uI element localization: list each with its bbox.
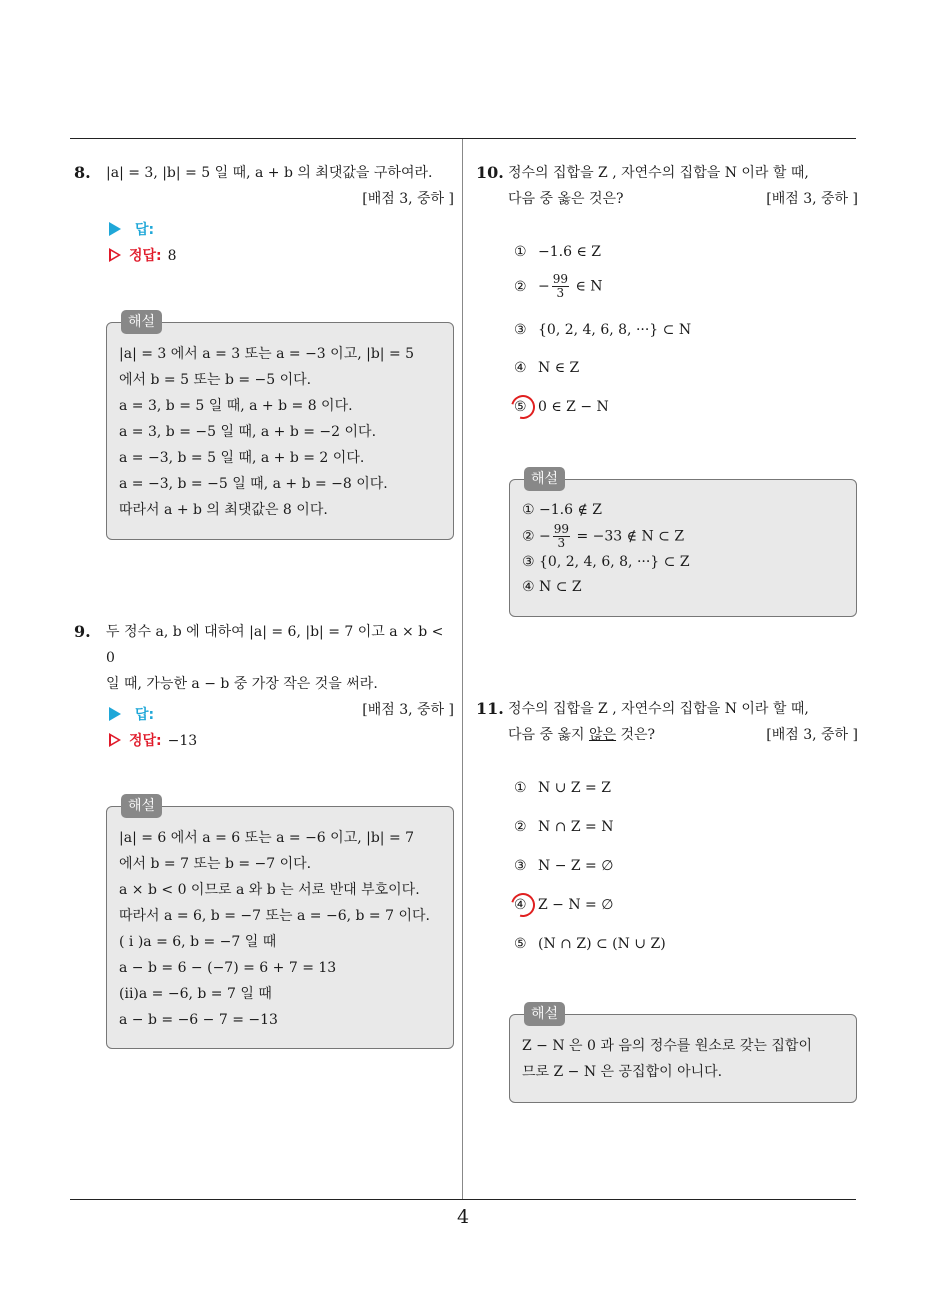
question-text-line2: 일 때, 가능한 a − b 중 가장 작은 것을 써라. [106, 676, 378, 692]
solution-line [522, 523, 844, 550]
question-10 [476, 160, 858, 212]
page-number: 4 [456, 1206, 470, 1228]
solution-box [509, 1006, 857, 1103]
option-text: N ∈ Z [538, 360, 580, 376]
question-meta: [배점 3, 중하 ] [362, 191, 454, 207]
solution-line: 따라서 a + b 의 최댓값은 8 이다. [119, 502, 328, 518]
solution-line: ④ N ⊂ Z [522, 579, 582, 595]
option-text: {0, 2, 4, 6, 8, ···} ⊂ N [538, 322, 692, 338]
bottom-rule [70, 1199, 856, 1200]
answer-label: 답: [135, 707, 155, 723]
option-mark: ② [514, 819, 527, 835]
question-text-line1: 두 정수 a, b 에 대하여 |a| = 6, |b| = 7 이고 a × b < 0 [106, 624, 444, 666]
solution-line: |a| = 3 에서 a = 3 또는 a = −3 이고, |b| = 5 [119, 346, 415, 362]
solution-tag: 해설 [524, 467, 565, 491]
option-1[interactable] [514, 241, 601, 263]
question-meta: [배점 3, 중하 ] [362, 702, 454, 718]
selected-mark: ④ [514, 894, 538, 916]
final-label: 정답: [129, 248, 162, 264]
solution-line: a − b = 6 − (−7) = 6 + 7 = 13 [119, 960, 337, 976]
question-11 [476, 696, 858, 748]
play-triangle-icon [109, 222, 121, 236]
solution-line: a = −3, b = 5 일 때, a + b = 2 이다. [119, 450, 365, 466]
question-text-line2 [508, 186, 858, 212]
option-text: N − Z = ∅ [538, 858, 614, 874]
solution-line: 므로 Z − N 은 공집합이 아니다. [522, 1064, 723, 1080]
option-mark: ⑤ [514, 936, 527, 952]
outline-triangle-icon [109, 733, 121, 747]
question-text-b: 것은? [616, 727, 656, 743]
solution-line: a × b < 0 이므로 a 와 b 는 서로 반대 부호이다. [119, 882, 420, 898]
answer-line [109, 217, 154, 243]
final-answer-line [109, 243, 177, 269]
solution-line: ③ {0, 2, 4, 6, 8, ···} ⊂ Z [522, 554, 690, 570]
question-number: 11. [476, 699, 504, 718]
answer-line [109, 702, 154, 728]
question-number: 9. [74, 622, 91, 641]
solution-line: Z − N 은 0 과 음의 정수를 원소로 갖는 집합이 [522, 1038, 812, 1054]
solution-line: 에서 b = 7 또는 b = −7 이다. [119, 856, 312, 872]
option-2[interactable] [514, 816, 614, 838]
option-mark: ① [514, 244, 527, 260]
option-text: (N ∩ Z) ⊂ (N ∪ Z) [538, 936, 666, 952]
solution-line: a = 3, b = 5 일 때, a + b = 8 이다. [119, 398, 353, 414]
option-3[interactable] [514, 319, 691, 341]
solution-suffix: = −33 ∉ N ⊂ Z [572, 528, 685, 545]
solution-line: a = −3, b = −5 일 때, a + b = −8 이다. [119, 476, 388, 492]
fraction [553, 523, 570, 550]
question-meta: [배점 3, 중하 ] [766, 191, 858, 207]
question-text: 다음 중 옳은 것은? [508, 191, 624, 207]
option-text: N ∩ Z = N [538, 819, 614, 835]
question-text-line1: 정수의 집합을 Z , 자연수의 집합을 N 이라 할 때, [508, 701, 809, 717]
fraction-denominator: 3 [556, 286, 565, 300]
option-text: N ∪ Z = Z [538, 780, 611, 796]
option-5[interactable] [514, 933, 666, 955]
question-meta: [배점 3, 중하 ] [766, 727, 858, 743]
solution-tag: 해설 [121, 310, 162, 334]
question-8 [74, 160, 454, 212]
option-suffix: ∈ N [571, 278, 603, 295]
final-label: 정답: [129, 733, 162, 749]
option-mark: ③ [514, 858, 527, 874]
option-mark: ③ [514, 322, 527, 338]
fraction-numerator: 99 [552, 272, 569, 286]
option-4[interactable] [514, 357, 579, 379]
solution-tag: 해설 [121, 794, 162, 818]
option-mark: ① [514, 780, 527, 796]
solution-box [509, 471, 857, 617]
underlined-word: 않은 [588, 727, 617, 743]
option-text: 0 ∈ Z − N [538, 399, 609, 415]
question-text-line2 [508, 722, 858, 748]
question-text-a: 다음 중 옳지 [508, 727, 589, 743]
question-number: 10. [476, 163, 504, 182]
solution-line: (ii)a = −6, b = 7 일 때 [119, 986, 272, 1002]
fraction [552, 273, 569, 300]
solution-line: ( i )a = 6, b = −7 일 때 [119, 934, 277, 950]
option-text: Z − N = ∅ [538, 897, 614, 913]
option-mark: ④ [514, 360, 527, 376]
final-answer-line [109, 728, 197, 754]
option-2[interactable] [514, 273, 603, 300]
outline-triangle-icon [109, 248, 121, 262]
answer-label: 답: [135, 222, 155, 238]
solution-box [106, 798, 454, 1049]
top-rule [70, 138, 856, 139]
option-1[interactable] [514, 777, 611, 799]
solution-line: |a| = 6 에서 a = 6 또는 a = −6 이고, |b| = 7 [119, 830, 415, 846]
solution-prefix: ② − [522, 528, 551, 545]
solution-line: a = 3, b = −5 일 때, a + b = −2 이다. [119, 424, 377, 440]
option-prefix: − [538, 278, 550, 295]
question-text-line1: 정수의 집합을 Z , 자연수의 집합을 N 이라 할 때, [508, 165, 809, 181]
column-divider [462, 139, 463, 1199]
solution-box [106, 314, 454, 540]
selected-mark: ⑤ [514, 396, 538, 418]
final-value: −13 [167, 733, 198, 749]
solution-line: 따라서 a = 6, b = −7 또는 a = −6, b = 7 이다. [119, 908, 430, 924]
question-number: 8. [74, 163, 91, 182]
option-3[interactable] [514, 855, 613, 877]
option-text: −1.6 ∈ Z [538, 244, 601, 260]
play-triangle-icon [109, 707, 121, 721]
option-mark: ② [514, 278, 527, 295]
fraction-denominator: 3 [557, 536, 566, 550]
option-5-selected[interactable] [514, 396, 609, 418]
question-text: |a| = 3, |b| = 5 일 때, a + b 의 최댓값을 구하여라. [106, 165, 433, 181]
option-4-selected[interactable] [514, 894, 613, 916]
final-value: 8 [167, 248, 177, 264]
fraction-numerator: 99 [553, 522, 570, 536]
solution-line: ① −1.6 ∉ Z [522, 502, 602, 518]
solution-line: a − b = −6 − 7 = −13 [119, 1012, 278, 1028]
solution-line: 에서 b = 5 또는 b = −5 이다. [119, 372, 312, 388]
solution-tag: 해설 [524, 1002, 565, 1026]
